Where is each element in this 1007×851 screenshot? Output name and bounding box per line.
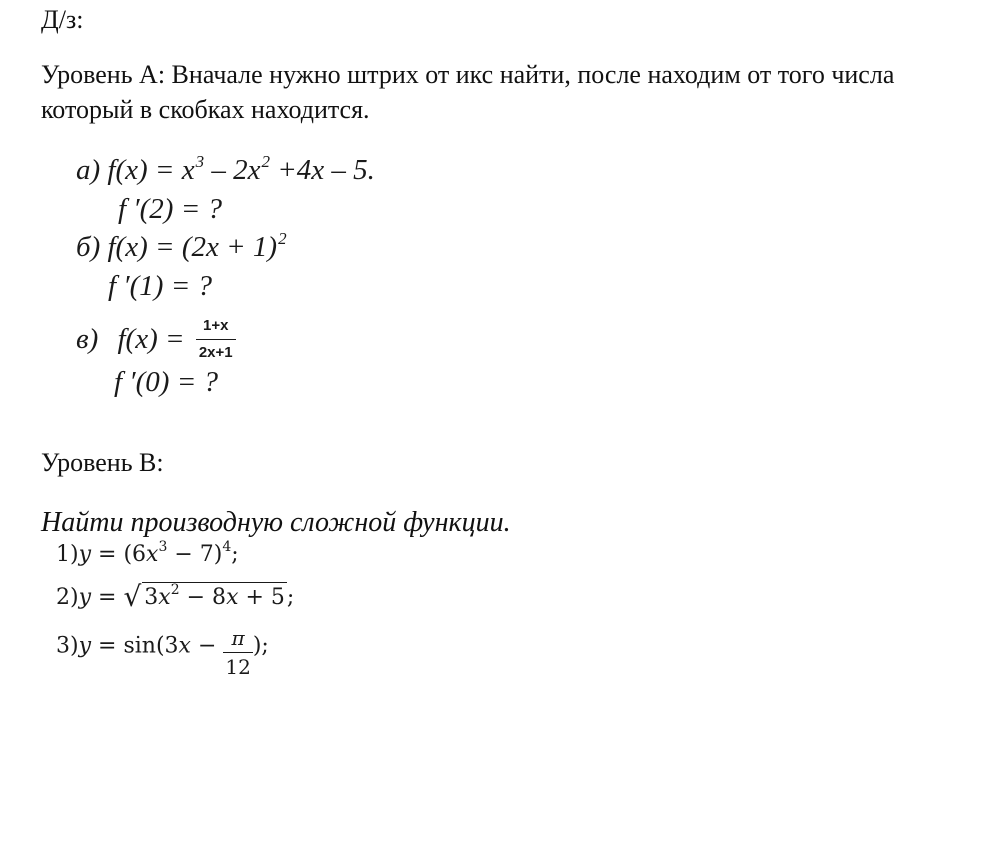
expression-part: − 8 bbox=[179, 585, 227, 610]
expression-part: = (6 bbox=[91, 542, 147, 567]
expression-part: = bbox=[91, 585, 124, 610]
item-number: 2) bbox=[56, 585, 79, 610]
exponent: 3 bbox=[195, 152, 205, 171]
fraction-numerator: 1+x bbox=[202, 316, 229, 334]
exponent: 2 bbox=[261, 152, 270, 171]
variable: x bbox=[158, 585, 171, 610]
item-label: а) bbox=[76, 154, 101, 186]
variable: y bbox=[78, 542, 92, 567]
expression-end: ; bbox=[231, 542, 239, 567]
fraction bbox=[223, 627, 252, 678]
exponent: 3 bbox=[158, 539, 168, 555]
exponent: 2 bbox=[278, 229, 287, 248]
exponent: 2 bbox=[170, 582, 180, 598]
fraction bbox=[196, 317, 236, 362]
level-a-item-a-function bbox=[76, 152, 375, 192]
level-a-item-b-question: f ′(1) = ? bbox=[108, 270, 213, 302]
expression-part: + 5 bbox=[238, 585, 285, 610]
level-b-task: Найти производную сложной функции. bbox=[41, 507, 511, 538]
item-number: 1) bbox=[56, 542, 79, 567]
function-prefix: f(x) = bbox=[117, 323, 185, 355]
level-b-title: Уровень В: bbox=[41, 448, 164, 477]
item-label: б) bbox=[76, 231, 101, 263]
variable: x bbox=[226, 585, 239, 610]
level-a-item-v-function bbox=[76, 307, 236, 371]
variable: x bbox=[178, 633, 191, 659]
variable: y bbox=[78, 585, 92, 610]
expression-end: ); bbox=[252, 633, 269, 659]
level-b-item-1 bbox=[56, 540, 239, 572]
variable: x bbox=[146, 542, 159, 567]
level-b-item-3 bbox=[56, 621, 269, 679]
level-a-description-line-2: который в скобках находится. bbox=[41, 95, 370, 124]
expression-part: 3 bbox=[144, 585, 159, 610]
expression-end: ; bbox=[286, 585, 295, 610]
expression-part: = sin(3 bbox=[91, 633, 179, 659]
radicand bbox=[142, 582, 287, 610]
expression-part: − bbox=[190, 633, 224, 659]
function-middle: – 2x bbox=[204, 154, 261, 186]
fraction-denominator: 2x+1 bbox=[196, 339, 236, 362]
function-tail: +4x – 5. bbox=[269, 154, 375, 186]
function-prefix: f(x) = x bbox=[107, 154, 195, 186]
fraction-numerator: π bbox=[231, 626, 245, 650]
level-a-description-line-1: Уровень А: Вначале нужно штрих от икс найти, после находим от того числа bbox=[41, 60, 895, 89]
function-prefix: f(x) = (2x + 1) bbox=[107, 231, 278, 263]
exponent: 4 bbox=[222, 539, 232, 555]
homework-label: Д/з: bbox=[41, 5, 84, 34]
fraction-denominator: 12 bbox=[223, 652, 252, 678]
square-root-sign: √ bbox=[123, 580, 142, 613]
level-a-item-b-function bbox=[76, 229, 287, 269]
level-a-item-a-question: f ′(2) = ? bbox=[118, 193, 223, 225]
variable: y bbox=[78, 633, 92, 659]
level-a-item-v-question: f ′(0) = ? bbox=[114, 366, 219, 398]
item-number: 3) bbox=[56, 633, 79, 659]
level-b-item-2 bbox=[56, 580, 294, 615]
item-label: в) bbox=[76, 323, 99, 355]
expression-part: − 7) bbox=[167, 542, 223, 567]
